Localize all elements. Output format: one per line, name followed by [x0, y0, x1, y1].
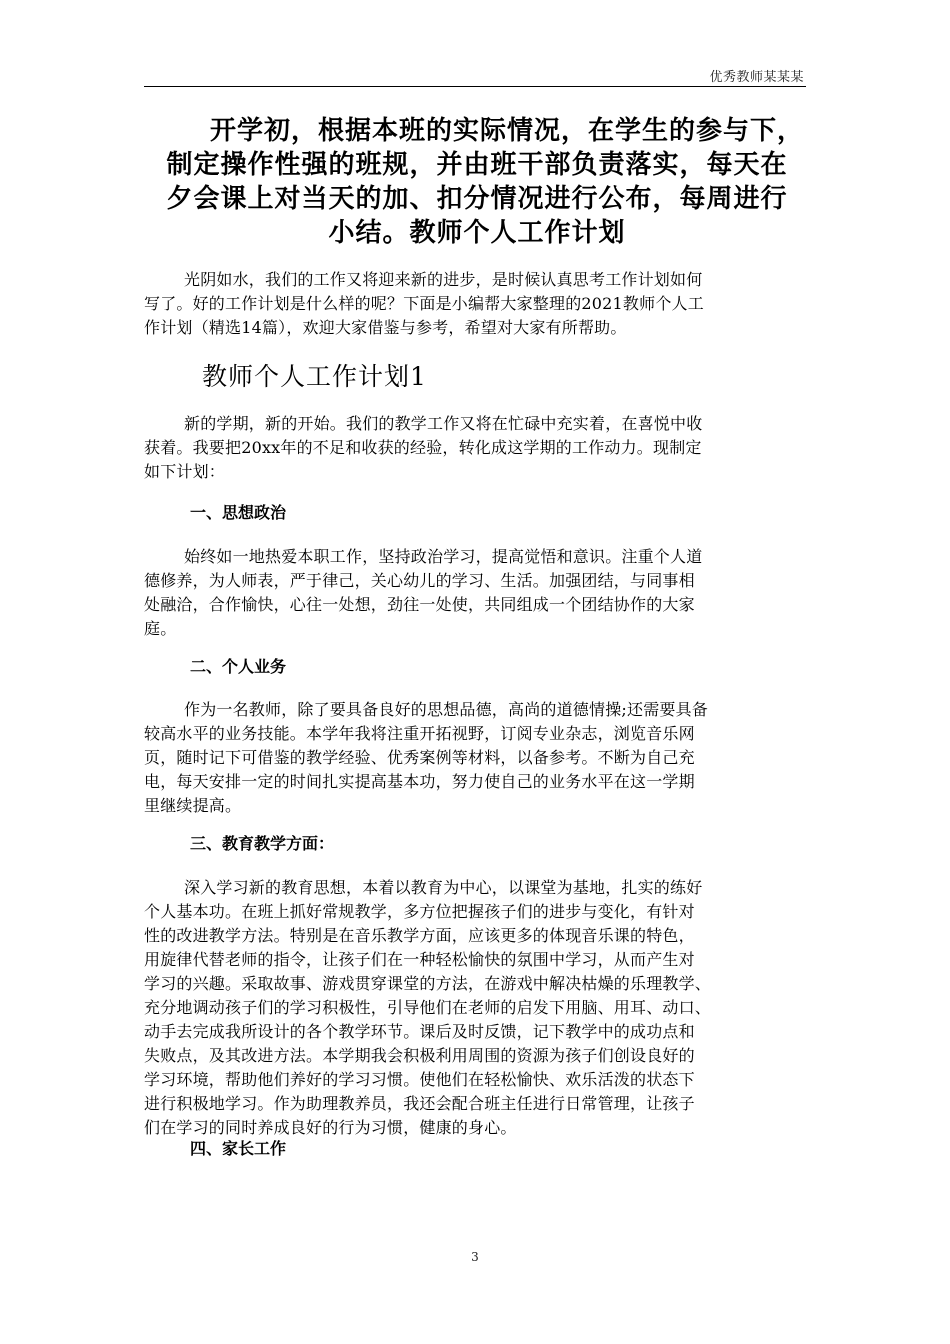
document-title [144, 114, 810, 250]
title-line: 制定操作性强的班规，并由班干部负责落实，每天在 [166, 150, 788, 180]
paragraph-line: 性的改进教学方法。特别是在音乐教学方面，应该更多的体现音乐课的特色， [144, 926, 695, 945]
paragraph-line: 写了。好的工作计划是什么样的呢？下面是小编帮大家整理的2021教师个人工 [144, 294, 704, 313]
page-header-author: 优秀教师某某某 [709, 70, 804, 85]
paragraph-line: 庭。 [144, 619, 177, 638]
header-divider [144, 86, 806, 87]
paragraph-line: 获着。我要把20xx年的不足和收获的经验，转化成这学期的工作动力。现制定 [144, 438, 702, 457]
title-line: 开学初，根据本班的实际情况，在学生的参与下， [209, 116, 804, 146]
paragraph-line: 作为一名教师，除了要具备良好的思想品德，高尚的道德情操;还需要具备 [184, 700, 708, 719]
subsection-heading-personal-work: 二、个人业务 [190, 657, 287, 676]
page-number: 3 [471, 1250, 479, 1264]
title-line: 夕会课上对当天的加、扣分情况进行公布，每周进行 [166, 184, 788, 214]
paragraph-line: 新的学期，新的开始。我们的教学工作又将在忙碌中充实着，在喜悦中收 [184, 414, 703, 433]
paragraph-line: 用旋律代替老师的指令，让孩子们在一种轻松愉快的氛围中学习，从而产生对 [144, 950, 695, 969]
paragraph-line: 如下计划： [144, 462, 226, 481]
subsection-paragraph-personal-work [144, 698, 806, 818]
paragraph-line: 失败点，及其改进方法。本学期我会积极利用周围的资源为孩子们创设良好的 [144, 1046, 695, 1065]
paragraph-line: 始终如一地热爱本职工作，坚持政治学习，提高觉悟和意识。注重个人道 [184, 547, 703, 566]
paragraph-line: 学习的兴趣。采取故事、游戏贯穿课堂的方法，在游戏中解决枯燥的乐理教学、 [144, 974, 712, 993]
paragraph-line: 深入学习新的教育思想，本着以教育为中心，以课堂为基地，扎实的练好 [184, 878, 703, 897]
paragraph-line: 学习环境，帮助他们养好的学习习惯。使他们在轻松愉快、欢乐活泼的状态下 [144, 1070, 695, 1089]
paragraph-line: 较高水平的业务技能。本学年我将注重开拓视野，订阅专业杂志，浏览音乐网 [144, 724, 695, 743]
paragraph-line: 光阴如水，我们的工作又将迎来新的进步，是时候认真思考工作计划如何 [184, 270, 703, 289]
paragraph-line: 电，每天安排一定的时间扎实提高基本功，努力使自己的业务水平在这一学期 [144, 772, 695, 791]
subsection-paragraph-ideology [144, 545, 806, 641]
section-heading: 教师个人工作计划1 [202, 362, 427, 391]
section-intro-paragraph [144, 412, 806, 484]
subsection-heading-teaching: 三、教育教学方面： [190, 834, 335, 853]
subsection-paragraph-teaching [144, 876, 806, 1140]
paragraph-line: 进行积极地学习。作为助理教养员，我还会配合班主任进行日常管理，让孩子 [144, 1094, 695, 1113]
title-line: 小结。教师个人工作计划 [328, 218, 626, 248]
intro-paragraph [144, 268, 806, 340]
paragraph-line: 德修养，为人师表，严于律己，关心幼儿的学习、生活。加强团结，与同事相 [144, 571, 695, 590]
paragraph-line: 页，随时记下可借鉴的教学经验、优秀案例等材料，以备参考。不断为自己充 [144, 748, 695, 767]
paragraph-line: 里继续提高。 [144, 796, 242, 815]
paragraph-line: 处融洽，合作愉快，心往一处想，劲往一处使，共同组成一个团结协作的大家 [144, 595, 695, 614]
subsection-heading-ideology: 一、思想政治 [190, 503, 287, 522]
paragraph-line: 充分地调动孩子们的学习积极性，引导他们在老师的启发下用脑、用耳、动口、 [144, 998, 712, 1017]
paragraph-line: 们在学习的同时养成良好的行为习惯，健康的身心。 [144, 1118, 517, 1137]
subsection-heading-parents: 四、家长工作 [190, 1139, 287, 1158]
paragraph-line: 个人基本功。在班上抓好常规教学，多方位把握孩子们的进步与变化，有针对 [144, 902, 695, 921]
paragraph-line: 作计划（精选14篇），欢迎大家借鉴与参考，希望对大家有所帮助。 [144, 318, 627, 337]
paragraph-line: 动手去完成我所设计的各个教学环节。课后及时反馈，记下教学中的成功点和 [144, 1022, 695, 1041]
